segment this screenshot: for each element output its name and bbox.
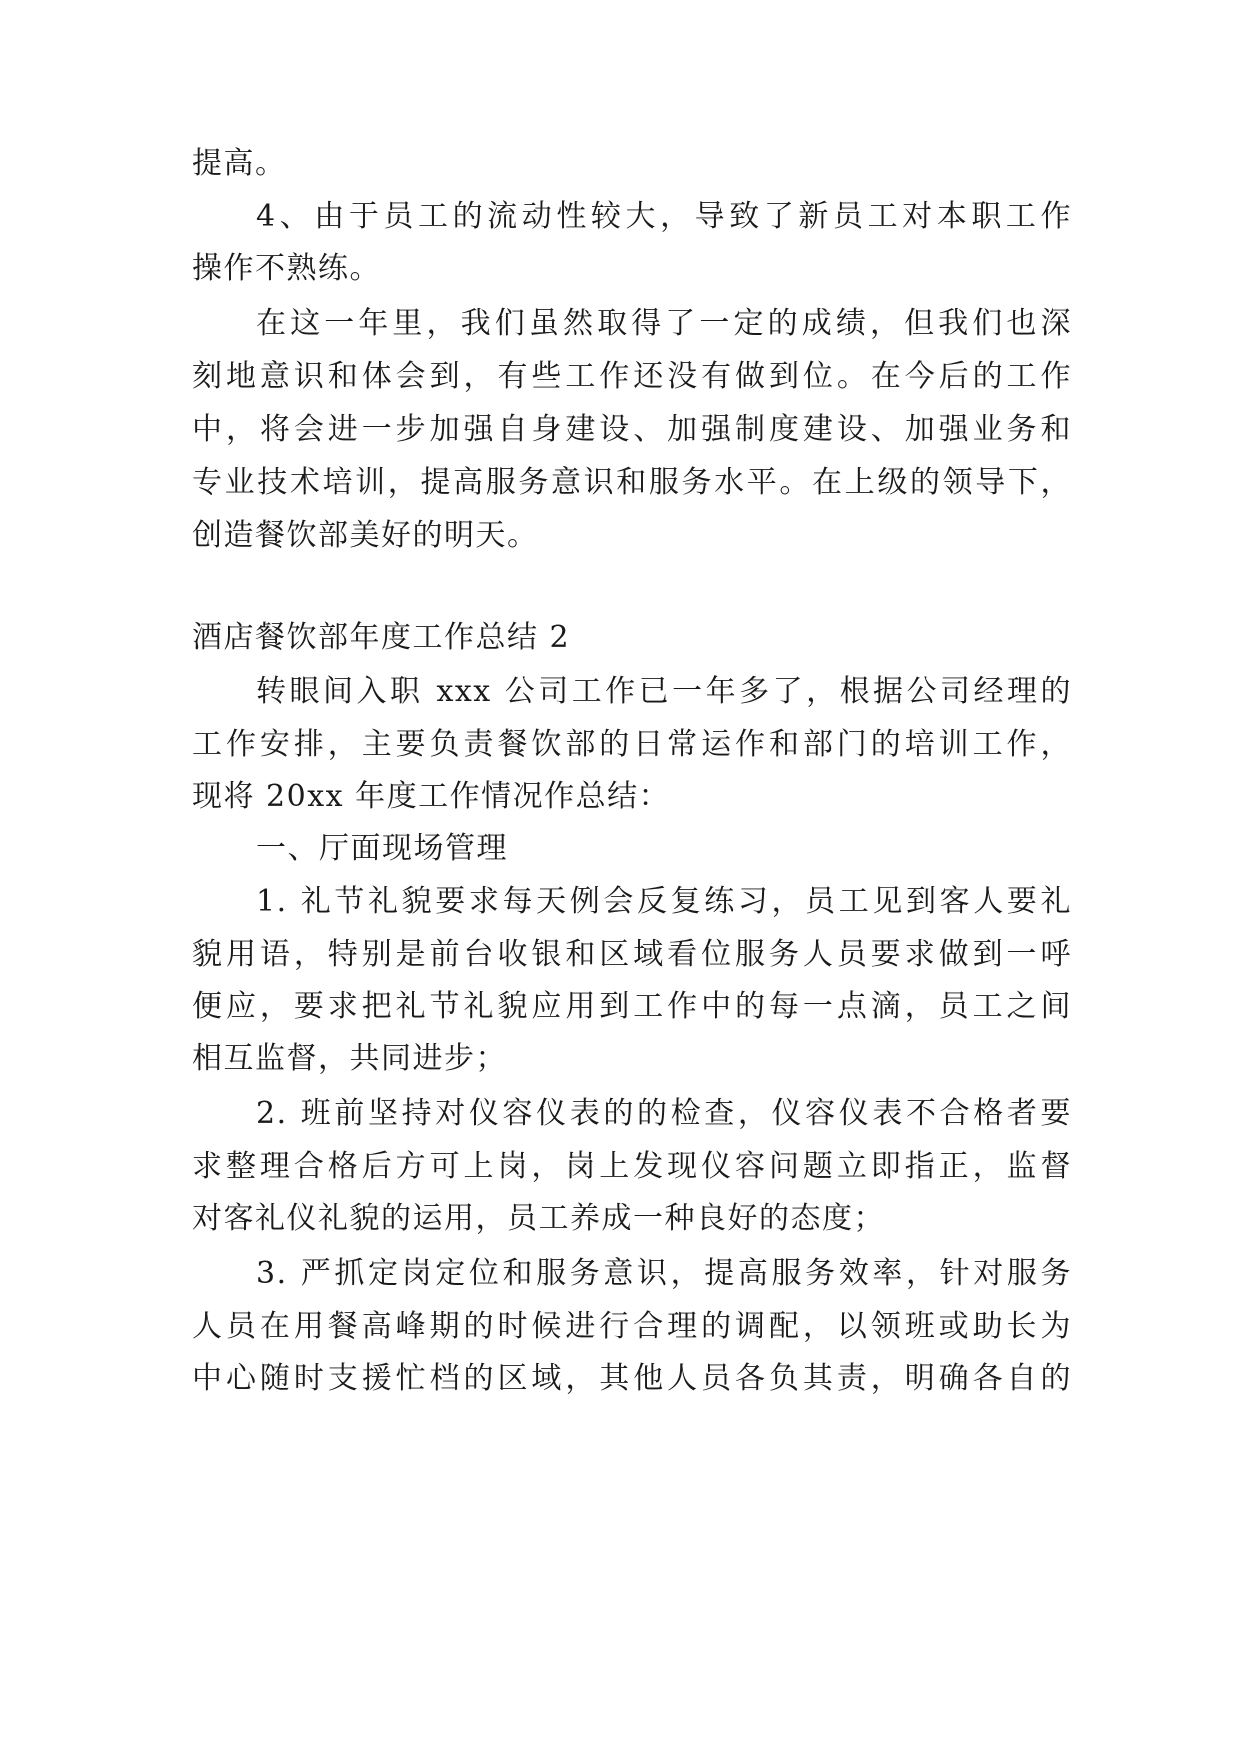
text-line: 现将 20xx 年度工作情况作总结： (192, 779, 671, 814)
text-line: 操作不熟练。 (192, 251, 381, 286)
text-line: 1. 礼节礼貌要求每天例会反复练习，员工见到客人要礼 (256, 884, 1072, 919)
text-line: 求整理合格后方可上岗，岗上发现仪容问题立即指正，监督 (192, 1149, 1072, 1184)
section-title: 酒店餐饮部年度工作总结 2 (192, 620, 571, 655)
text-line: 便应，要求把礼节礼貌应用到工作中的每一点滴，员工之间 (192, 989, 1072, 1024)
text-line: 对客礼仪礼貌的运用，员工养成一种良好的态度； (192, 1201, 885, 1236)
text-line: 中心随时支援忙档的区域，其他人员各负其责，明确各自的 (192, 1361, 1072, 1396)
text-line: 中，将会进一步加强自身建设、加强制度建设、加强业务和 (192, 412, 1072, 447)
text-line: 4、由于员工的流动性较大，导致了新员工对本职工作 (256, 199, 1072, 234)
text-line: 创造餐饮部美好的明天。 (192, 518, 539, 553)
text-line: 提高。 (192, 146, 287, 181)
text-line: 专业技术培训，提高服务意识和服务水平。在上级的领导下， (192, 465, 1072, 500)
text-line: 在这一年里，我们虽然取得了一定的成绩，但我们也深 (256, 306, 1072, 341)
text-line: 貌用语，特别是前台收银和区域看位服务人员要求做到一呼 (192, 937, 1072, 972)
text-line: 相互监督，共同进步； (192, 1041, 507, 1076)
text-line: 刻地意识和体会到，有些工作还没有做到位。在今后的工作 (192, 359, 1072, 394)
subsection-title: 一、厅面现场管理 (256, 831, 508, 866)
text-line: 人员在用餐高峰期的时候进行合理的调配，以领班或助长为 (192, 1309, 1072, 1344)
text-line: 3. 严抓定岗定位和服务意识，提高服务效率，针对服务 (256, 1256, 1072, 1291)
text-line: 转眼间入职 xxx 公司工作已一年多了，根据公司经理的 (256, 674, 1072, 709)
text-line: 2. 班前坚持对仪容仪表的的检查，仪容仪表不合格者要 (256, 1096, 1072, 1131)
text-line: 工作安排，主要负责餐饮部的日常运作和部门的培训工作， (192, 727, 1072, 762)
